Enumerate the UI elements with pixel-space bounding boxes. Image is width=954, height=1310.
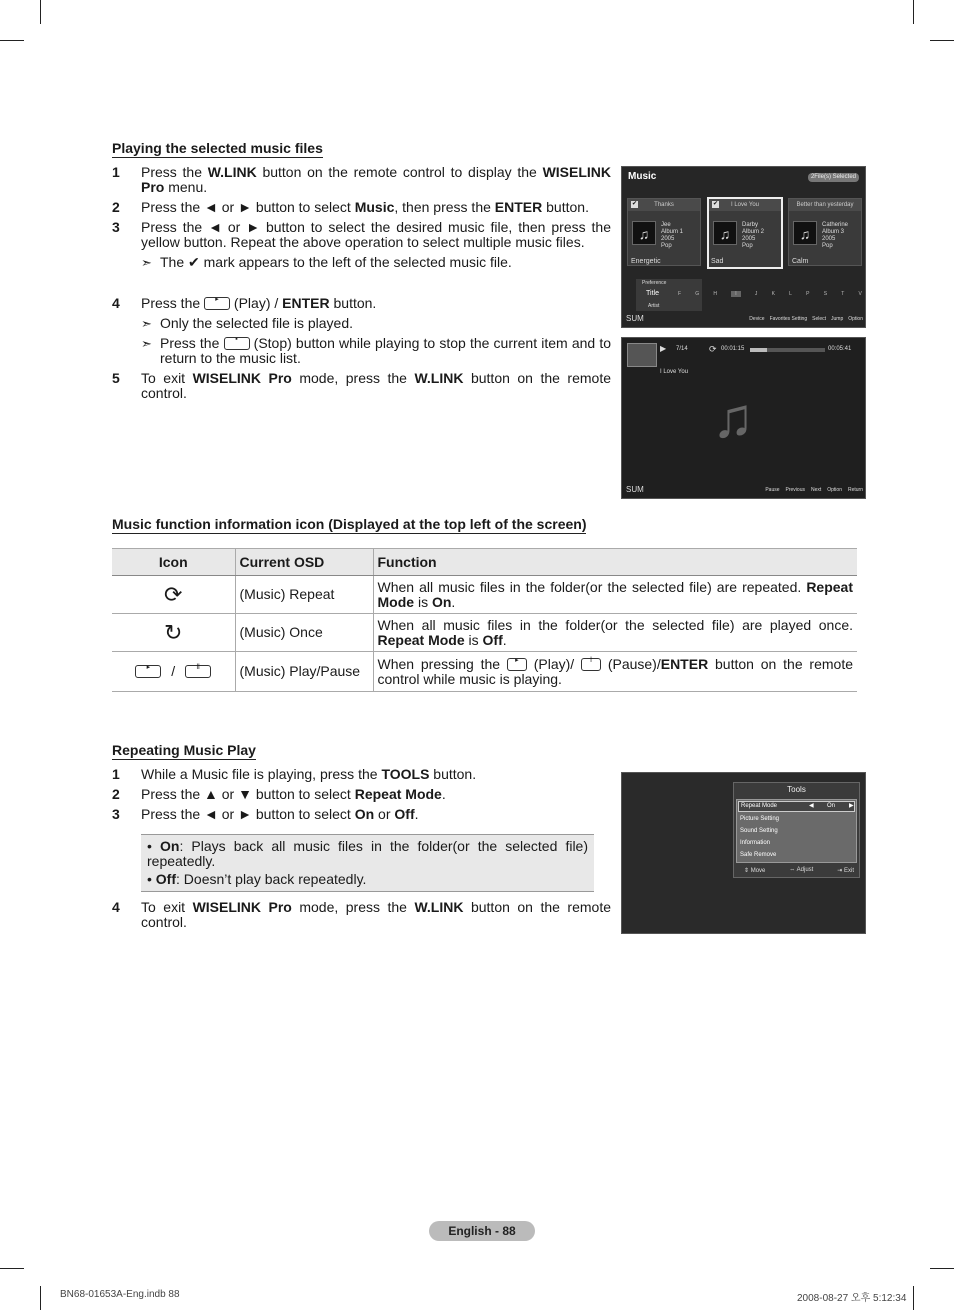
hint-bar xyxy=(765,487,863,493)
step-text: To exit WISELINK Pro mode, press the W.LINK button on the remote control. xyxy=(141,370,611,401)
hint-device: Device xyxy=(749,315,765,322)
files-selected-badge: 2File(s) Selected xyxy=(808,173,859,182)
letter-index[interactable]: V xyxy=(858,291,862,297)
hint-previous: Previous xyxy=(785,486,805,493)
tools-list xyxy=(736,799,857,863)
step-4 xyxy=(112,900,611,930)
screen-footer xyxy=(626,314,863,323)
letter-index[interactable]: G xyxy=(695,291,700,297)
step-4 xyxy=(112,296,611,311)
step-1 xyxy=(112,767,611,782)
play-pause-icons: ▸ / ll xyxy=(112,652,235,692)
step-number: 3 xyxy=(112,806,120,822)
card-category: Thanks xyxy=(628,199,700,211)
hint-bar xyxy=(749,316,863,322)
card-meta: Darby Album 2 2005 Pop xyxy=(742,222,765,249)
step-number: 4 xyxy=(112,899,120,915)
stop-button-icon: ▪ xyxy=(224,337,250,350)
hint-select: Select xyxy=(812,315,827,322)
steps-repeating xyxy=(112,767,611,827)
screen-title: Music xyxy=(628,171,657,182)
hint-favorites: Favorites Setting xyxy=(769,315,808,322)
letter-index[interactable]: L xyxy=(789,291,792,297)
steps-repeating-exit xyxy=(112,900,611,935)
note-arrow-icon: ➣ xyxy=(141,336,152,351)
pause-button-icon: l xyxy=(581,658,601,671)
step-text: Press the ◄ or ► button to select Music, then press the ENTER button. xyxy=(141,199,589,215)
step-2 xyxy=(112,787,611,802)
osd-cell: (Music) Once xyxy=(235,614,373,652)
repeat-icon: ⟳ xyxy=(709,344,717,354)
mood-label: Calm xyxy=(792,258,809,265)
music-card[interactable] xyxy=(627,198,701,266)
play-button-icon: ▸ xyxy=(135,665,161,678)
step-text: Press the ◄ or ► button to select the desired music file, then press the yellow button. Repeat the above operation to select multiple music files. xyxy=(141,219,611,250)
section-title-playing: Playing the selected music files xyxy=(112,140,323,156)
sort-preference: Preference xyxy=(642,280,667,286)
tools-hints xyxy=(744,867,854,874)
table-row xyxy=(112,576,857,614)
letter-index[interactable]: I xyxy=(731,291,740,297)
option-on: • On: Plays back all music files in the folder(or the selected file) repeatedly. xyxy=(147,838,588,869)
page-number-tab: English - 88 xyxy=(429,1221,535,1241)
note-stop xyxy=(141,336,611,366)
note-arrow-icon: ➣ xyxy=(141,316,152,331)
osd-cell: (Music) Repeat xyxy=(235,576,373,614)
step-text: Press the ▲ or ▼ button to select Repeat Mode. xyxy=(141,786,446,802)
music-note-icon: ♫ xyxy=(712,386,754,449)
letter-index[interactable]: F xyxy=(678,291,682,297)
hint-move: ⇕ Move xyxy=(744,868,766,874)
time-current: 00:01:15 xyxy=(721,346,745,352)
step-number: 2 xyxy=(112,786,120,802)
crop-mark xyxy=(913,0,914,24)
progress-bar[interactable] xyxy=(750,348,825,352)
option-off: • Off: Doesn’t play back repeatedly. xyxy=(147,871,367,887)
tools-item[interactable]: Safe Remove xyxy=(740,852,777,858)
sort-artist: Artist xyxy=(648,303,660,309)
step-5 xyxy=(112,371,611,401)
note-checkmark xyxy=(141,255,611,270)
table-row xyxy=(112,652,857,692)
crop-mark xyxy=(40,1286,41,1310)
music-card[interactable] xyxy=(788,198,862,266)
hint-return: Return xyxy=(847,486,863,493)
crop-mark xyxy=(913,1286,914,1310)
print-date: 2008-08-27 오후 5:12:34 xyxy=(797,1293,907,1304)
now-playing-screen xyxy=(621,337,866,499)
crop-mark xyxy=(0,1268,24,1269)
card-category: I Love You xyxy=(709,199,781,211)
card-meta: Jee Album 1 2005 Pop xyxy=(661,222,684,249)
music-list-screen xyxy=(621,166,866,328)
letter-index[interactable]: T xyxy=(841,291,845,297)
hint-option: Option xyxy=(848,315,863,322)
pause-button-icon: ll xyxy=(185,665,211,678)
crop-mark xyxy=(930,40,954,41)
crop-mark xyxy=(40,0,41,24)
repeat-once-icon: ↻ xyxy=(112,614,235,652)
arrow-left-icon[interactable]: ◀ xyxy=(809,803,814,809)
note-text: The ✔ mark appears to the left of the selected music file. xyxy=(160,254,512,270)
step-text: Press the ◄ or ► button to select On or Off. xyxy=(141,806,419,822)
song-title: I Love You xyxy=(660,369,689,375)
letter-index[interactable]: J xyxy=(754,291,758,297)
sum-label: SUM xyxy=(626,485,644,494)
mood-label: Sad xyxy=(711,258,724,265)
step-3 xyxy=(112,807,611,822)
steps-playing xyxy=(112,165,611,406)
play-button-icon: ▸ xyxy=(507,658,527,671)
tools-title: Tools xyxy=(787,785,806,794)
music-note-icon: ♫ xyxy=(793,221,817,245)
crop-mark xyxy=(930,1268,954,1269)
tools-menu-screen xyxy=(621,772,866,934)
checkmark-icon: ✔ xyxy=(188,254,200,270)
letter-index[interactable]: S xyxy=(823,291,828,297)
col-header-osd: Current OSD xyxy=(235,549,373,576)
letter-bar[interactable] xyxy=(678,291,862,297)
mood-label: Energetic xyxy=(631,258,661,265)
note-selected-played xyxy=(141,316,611,331)
step-number: 5 xyxy=(112,370,120,386)
crop-mark xyxy=(0,40,24,41)
arrow-right-icon[interactable]: ▶ xyxy=(849,803,854,809)
col-header-icon: Icon xyxy=(112,549,235,576)
tools-item-repeat-mode[interactable]: Repeat Mode ◀ On ▶ xyxy=(738,801,855,812)
sum-label: SUM xyxy=(626,314,644,323)
step-number: 2 xyxy=(112,199,120,215)
note-text: Only the selected file is played. xyxy=(160,315,353,331)
letter-index[interactable]: K xyxy=(771,291,775,297)
play-status-icon: ▶ xyxy=(660,344,667,353)
step-text: Press the W.LINK button on the remote control to display the WISELINK Pro menu. xyxy=(141,164,612,195)
section-title-repeating: Repeating Music Play xyxy=(112,742,256,758)
repeat-options-box xyxy=(141,834,594,892)
function-cell: When pressing the ▸ (Play)/ l (Pause)/ENTER button on the remote control while music is playing. xyxy=(373,652,857,692)
checkmark-icon: ✔ xyxy=(712,201,719,207)
music-note-icon: ♫ xyxy=(713,221,737,245)
repeat-icon: ⟳ xyxy=(112,576,235,614)
letter-index[interactable]: P xyxy=(806,291,810,297)
step-number: 3 xyxy=(112,219,120,235)
hint-adjust: ⇔ Adjust xyxy=(789,867,814,873)
hint-jump: Jump xyxy=(831,315,844,322)
checkmark-icon: ✔ xyxy=(631,201,638,207)
time-total: 00:05:41 xyxy=(828,346,852,352)
tools-item[interactable]: Information xyxy=(740,840,771,846)
music-note-icon: ♫ xyxy=(632,221,656,245)
step-number: 1 xyxy=(112,766,120,782)
step-number: 4 xyxy=(112,295,120,311)
note-arrow-icon: ➣ xyxy=(141,255,152,270)
tools-item[interactable]: Sound Setting xyxy=(740,828,778,834)
step-text: While a Music file is playing, press the TOOLS button. xyxy=(141,766,477,782)
card-category: Better than yesterday xyxy=(789,199,861,211)
note-text: Press the ▪ (Stop) button while playing to stop the current item and to return to the music list. xyxy=(160,335,611,366)
letter-index[interactable]: H xyxy=(713,291,718,297)
step-number: 1 xyxy=(112,164,120,180)
hint-exit: ⇥ Exit xyxy=(837,868,854,874)
hint-pause: Pause xyxy=(765,486,780,493)
card-meta: Catherine Album 3 2005 Pop xyxy=(822,222,849,249)
col-header-function: Function xyxy=(373,549,857,576)
step-2 xyxy=(112,200,611,215)
section-title-icons: Music function information icon (Displayed at the top left of the screen) xyxy=(112,516,587,532)
step-1 xyxy=(112,165,611,195)
album-art xyxy=(627,343,657,367)
function-cell: When all music files in the folder(or the selected file) are played once. Repeat Mode is Off. xyxy=(373,614,857,652)
function-cell: When all music files in the folder(or the selected file) are repeated. Repeat Mode is On. xyxy=(373,576,857,614)
osd-cell: (Music) Play/Pause xyxy=(235,652,373,692)
hint-next: Next xyxy=(810,486,822,493)
play-button-icon: ▸ xyxy=(204,297,230,310)
screen-footer xyxy=(626,485,863,494)
file-info: BN68-01653A-Eng.indb 88 xyxy=(60,1289,180,1300)
table-header-row xyxy=(112,549,857,576)
sort-title: Title xyxy=(646,290,659,297)
step-text: To exit WISELINK Pro mode, press the W.LINK button on the remote control. xyxy=(141,899,611,930)
icon-function-table xyxy=(112,548,857,692)
table-row xyxy=(112,614,857,652)
step-text: Press the ▸ (Play) / ENTER button. xyxy=(141,295,377,311)
tools-panel xyxy=(733,782,860,878)
progress-fill xyxy=(750,348,767,352)
hint-option: Option xyxy=(827,486,842,493)
track-number: 7/14 xyxy=(676,346,688,352)
tools-item[interactable]: Picture Setting xyxy=(740,816,780,822)
repeat-mode-value: On xyxy=(827,803,836,809)
step-3 xyxy=(112,220,611,250)
